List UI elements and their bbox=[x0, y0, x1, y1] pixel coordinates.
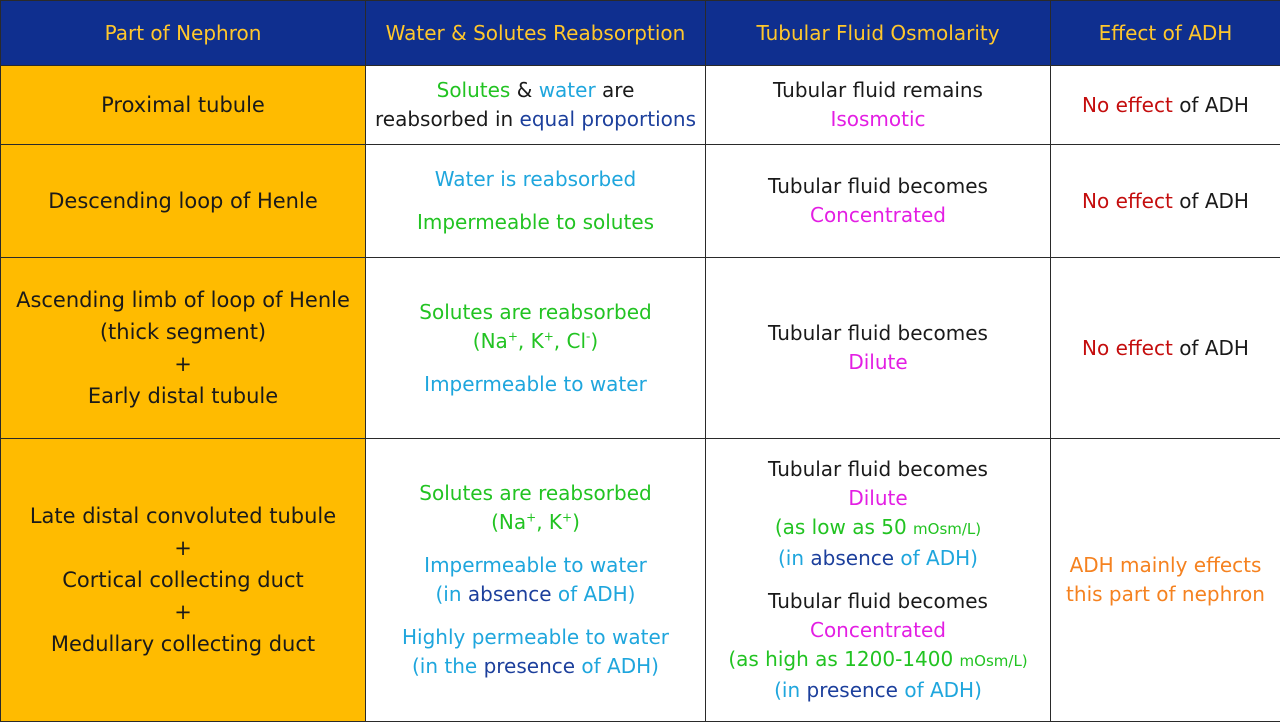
osm-line: Tubular fluid becomes bbox=[710, 172, 1046, 201]
text-are: are bbox=[602, 78, 634, 102]
part-line: Cortical collecting duct bbox=[5, 564, 361, 596]
reab-line: Impermeable to solutes bbox=[370, 208, 701, 237]
osm-condition: (in absence of ADH) bbox=[710, 544, 1046, 573]
adh-no-effect: No effect bbox=[1082, 93, 1173, 117]
osm-value: Isosmotic bbox=[710, 105, 1046, 134]
osm-value: Dilute bbox=[710, 484, 1046, 513]
osmolarity-cell bbox=[706, 439, 1051, 722]
adh-of: of ADH bbox=[1179, 189, 1249, 213]
osm-range: (as low as 50 mOsm/L) bbox=[710, 513, 1046, 544]
part-line: Descending loop of Henle bbox=[5, 185, 361, 217]
table-row bbox=[1, 258, 1280, 439]
reabsorption-cell bbox=[366, 258, 706, 439]
reab-line: Impermeable to water bbox=[370, 370, 701, 399]
part-cell bbox=[1, 258, 366, 439]
part-line: (thick segment) bbox=[5, 316, 361, 348]
ion-list: (Na+, K+) bbox=[370, 508, 701, 537]
part-line: Proximal tubule bbox=[5, 89, 361, 121]
part-line: + bbox=[5, 348, 361, 380]
osmolarity-cell bbox=[706, 145, 1051, 258]
adh-no-effect: No effect bbox=[1082, 336, 1173, 360]
osm-line: Tubular fluid becomes bbox=[710, 319, 1046, 348]
part-line: Early distal tubule bbox=[5, 380, 361, 412]
text-reabsorbed-in: reabsorbed in bbox=[375, 107, 513, 131]
reab-line bbox=[370, 76, 701, 105]
osm-value: Concentrated bbox=[710, 201, 1046, 230]
reab-line: Solutes are reabsorbed bbox=[370, 479, 701, 508]
osmolarity-cell bbox=[706, 258, 1051, 439]
part-cell bbox=[1, 145, 366, 258]
header-osmolarity: Tubular Fluid Osmolarity bbox=[706, 1, 1051, 66]
text-water: water bbox=[539, 78, 596, 102]
part-line: Late distal convoluted tubule bbox=[5, 500, 361, 532]
adh-cell bbox=[1051, 145, 1280, 258]
adh-main-effect: this part of nephron bbox=[1055, 580, 1276, 609]
reab-line: Impermeable to water bbox=[370, 551, 701, 580]
part-line: + bbox=[5, 532, 361, 564]
osm-line: Tubular fluid remains bbox=[710, 76, 1046, 105]
reab-line: Highly permeable to water bbox=[370, 623, 701, 652]
osm-value: Concentrated bbox=[710, 616, 1046, 645]
osmolarity-cell bbox=[706, 66, 1051, 145]
table-row bbox=[1, 439, 1280, 722]
adh-of: of ADH bbox=[1179, 93, 1249, 117]
adh-no-effect: No effect bbox=[1082, 189, 1173, 213]
table-row bbox=[1, 145, 1280, 258]
osm-value: Dilute bbox=[710, 348, 1046, 377]
osm-range: (as high as 1200-1400 mOsm/L) bbox=[710, 645, 1046, 676]
reab-line: (in absence of ADH) bbox=[370, 580, 701, 609]
reabsorption-cell bbox=[366, 145, 706, 258]
ion-list: (Na+, K+, Cl-) bbox=[370, 327, 701, 356]
header-part: Part of Nephron bbox=[1, 1, 366, 66]
part-line: Ascending limb of loop of Henle bbox=[5, 284, 361, 316]
osm-condition: (in presence of ADH) bbox=[710, 676, 1046, 705]
adh-cell bbox=[1051, 439, 1280, 722]
header-reabsorption: Water & Solutes Reabsorption bbox=[366, 1, 706, 66]
header-adh: Effect of ADH bbox=[1051, 1, 1280, 66]
part-line: Medullary collecting duct bbox=[5, 628, 361, 660]
osm-line: Tubular fluid becomes bbox=[710, 587, 1046, 616]
adh-of: of ADH bbox=[1179, 336, 1249, 360]
text-solutes: Solutes bbox=[437, 78, 511, 102]
reab-line: (in the presence of ADH) bbox=[370, 652, 701, 681]
reab-line: Water is reabsorbed bbox=[370, 165, 701, 194]
header-row bbox=[1, 1, 1280, 66]
reabsorption-cell bbox=[366, 439, 706, 722]
reab-line bbox=[370, 105, 701, 134]
table-row bbox=[1, 66, 1280, 145]
text-amp: & bbox=[517, 78, 533, 102]
adh-main-effect: ADH mainly effects bbox=[1055, 551, 1276, 580]
osm-line: Tubular fluid becomes bbox=[710, 455, 1046, 484]
part-line: + bbox=[5, 596, 361, 628]
text-equal-proportions: equal proportions bbox=[520, 107, 696, 131]
part-cell bbox=[1, 439, 366, 722]
adh-cell bbox=[1051, 258, 1280, 439]
reab-line: Solutes are reabsorbed bbox=[370, 298, 701, 327]
adh-cell bbox=[1051, 66, 1280, 145]
part-cell bbox=[1, 66, 366, 145]
reabsorption-cell bbox=[366, 66, 706, 145]
